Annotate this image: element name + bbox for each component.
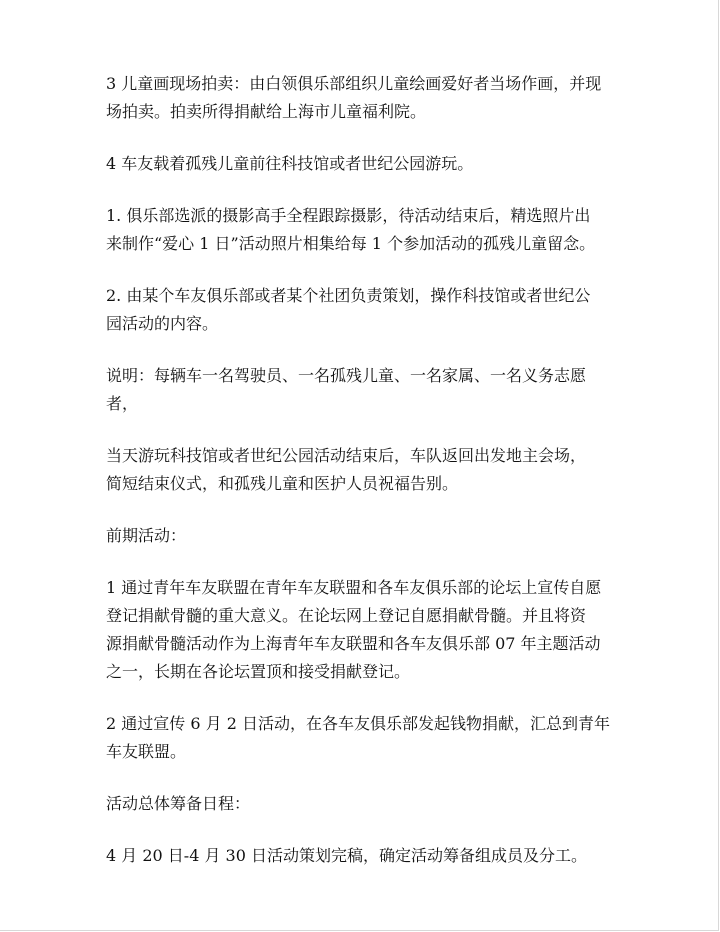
section-heading-schedule: [106, 790, 646, 818]
paragraph-planning: [106, 282, 646, 338]
text-line: 前期活动：: [106, 526, 187, 545]
text-line: 之一，长期在各论坛置顶和接受捐献登记。: [106, 662, 411, 681]
section-heading-preliminary-activities: [106, 522, 646, 550]
text-line: 车友联盟。: [106, 742, 187, 761]
text-line: 登记捐献骨髓的重大意义。在论坛网上登记自愿捐献骨髓。并且将资: [106, 606, 587, 625]
text-line: 3 儿童画现场拍卖：由白领俱乐部组织儿童绘画爱好者当场作画，并现: [106, 74, 602, 93]
text-line: 场拍卖。拍卖所得捐献给上海市儿童福利院。: [106, 102, 427, 121]
text-line: 简短结束仪式，和孤残儿童和医护人员祝福告别。: [106, 474, 459, 493]
text-line: 4 月 20 日-4 月 30 日活动策划完稿，确定活动筹备组成员及分工。: [106, 846, 588, 865]
text-line: 来制作“爱心 1 日”活动照片相集给每 1 个参加活动的孤残儿童留念。: [106, 234, 596, 253]
text-line: 说明：每辆车一名驾驶员、一名孤残儿童、一名家属、一名义务志愿: [106, 366, 587, 385]
text-line: 4 车友载着孤残儿童前往科技馆或者世纪公园游玩。: [106, 154, 474, 173]
paragraph-note: [106, 362, 646, 418]
paragraph-donation-drive: [106, 710, 646, 766]
paragraph-child-painting-auction: [106, 70, 646, 126]
document-body: [106, 70, 646, 894]
text-line: 园活动的内容。: [106, 314, 219, 333]
text-line: 活动总体筹备日程：: [106, 794, 251, 813]
paragraph-closing-ceremony: [106, 442, 646, 498]
text-line: 当天游玩科技馆或者世纪公园活动结束后，车队返回出发地主会场，: [106, 446, 587, 465]
paragraph-bone-marrow-donation: [106, 574, 646, 686]
paragraph-photography: [106, 202, 646, 258]
paragraph-park-trip: [106, 150, 646, 178]
paragraph-schedule-item: [106, 842, 646, 870]
text-line: 源捐献骨髓活动作为上海青年车友联盟和各车友俱乐部 07 年主题活动: [106, 634, 601, 653]
text-line: 1. 俱乐部选派的摄影高手全程跟踪摄影，待活动结束后，精选照片出: [106, 206, 591, 225]
text-line: 2 通过宣传 6 月 2 日活动，在各车友俱乐部发起钱物捐献，汇总到青年: [106, 714, 610, 733]
text-line: 1 通过青年车友联盟在青年车友联盟和各车友俱乐部的论坛上宣传自愿: [106, 578, 602, 597]
text-line: 者，: [106, 394, 139, 413]
text-line: 2. 由某个车友俱乐部或者某个社团负责策划，操作科技馆或者世纪公: [106, 286, 591, 305]
